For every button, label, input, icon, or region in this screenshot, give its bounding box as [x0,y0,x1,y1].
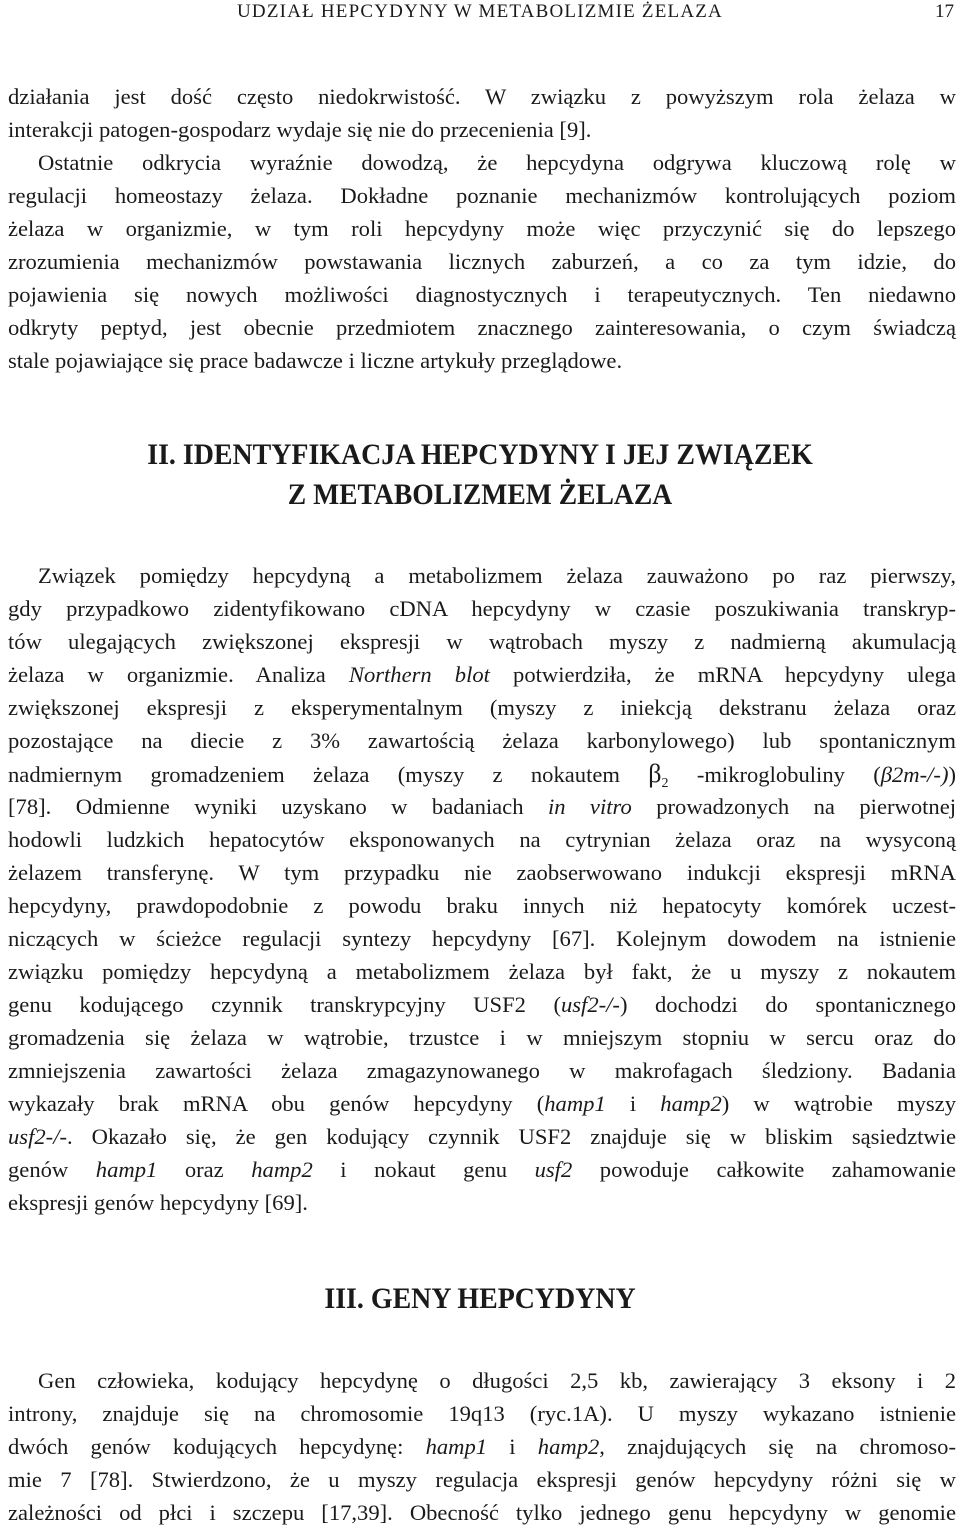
text-line: działania jest dość często niedokrwistość. W związku z powyższym rola żelaza w [8,84,956,109]
text-line: genu kodującego czynnik transkrypcyjny USF2 (usf2-/-) dochodzi do spontanicznego [8,992,956,1017]
text-line: związku pomiędzy hepcydyną a metabolizmem żelaza był fakt, że u myszy z nokautem [8,959,956,984]
text-line: Gen człowieka, kodujący hepcydynę o długości 2,5 kb, zawierający 3 eksony i 2 [38,1368,956,1393]
text-line: mie 7 [78]. Stwierdzono, że u myszy regulacja ekspresji genów hepcydyny różni się w [8,1467,956,1492]
text-line: stale pojawiające się prace badawcze i liczne artykuły przeglądowe. [8,348,623,373]
text-line: zwiększonej ekspresji z eksperymentalnym (myszy z iniekcją dekstranu żelaza oraz [8,695,956,720]
text-line: tów ulegających zwiększonej ekspresji w wątrobach myszy z nadmierną akumulacją [8,629,956,654]
text-line: gdy przypadkowo zidentyfikowano cDNA hepcydyny w czasie poszukiwania transkryp- [8,596,956,621]
text-line: zmniejszenia zawartości żelaza zmagazynowanego w makrofagach śledziony. Badania [8,1058,956,1083]
text-line: interakcji patogen-gospodarz wydaje się nie do przecenienia [9]. [8,117,592,142]
text-line: pojawienia się nowych możliwości diagnostycznych i terapeutycznych. Ten niedawno [8,282,956,307]
text-line: hepcydyny, prawdopodobnie z powodu braku innych niż hepatocyty komórek uczest- [8,893,956,918]
text-line: zależności od płci i szczepu [17,39]. Obecność tylko jednego genu hepcydyny w genomie [8,1500,956,1525]
section-heading: II. IDENTYFIKACJA HEPCYDYNY I JEJ ZWIĄZEK [147,438,813,471]
text-line: żelaza w organizmie. Analiza Northern blot potwierdziła, że mRNA hepcydyny ulega [8,662,957,687]
term-in-vitro: in vitro [547,794,632,819]
text-line: żelazem transferynę. W tym przypadku nie zaobserwowano indukcji ekspresji mRNA [8,860,956,885]
text-line: pozostające na diecie z 3% zawartością żelaza karbonylowego) lub spontanicznym [8,728,956,753]
section-heading: III. GENY HEPCYDYNY [324,1282,636,1315]
page-header [0,0,960,30]
text-line: wykazały brak mRNA obu genów hepcydyny (hamp1 i hamp2) w wątrobie myszy [8,1091,957,1116]
text-line: regulacji homeostazy żelaza. Dokładne poznanie mechanizmów kontrolujących poziom [8,183,956,208]
text-line: dwóch genów kodujących hepcydynę: hamp1 i hamp2, znajdujących się na chromoso- [8,1434,956,1459]
text-line: żelaza w organizmie, w tym roli hepcydyny może więc przyczynić się do lepszego [8,216,956,241]
text-line: niczących w ścieżce regulacji syntezy hepcydyny [67]. Kolejnym dowodem na istnienie [8,926,956,951]
text-line: zrozumienia mechanizmów powstawania licznych zaburzeń, a co za tym idzie, do [8,249,956,274]
text-line: genów hamp1 oraz hamp2 i nokaut genu usf2 powoduje całkowite zahamowanie [8,1157,956,1182]
text-line: nadmiernym gromadzeniem żelaza (myszy z nokautem $\beta_2$ -mikroglobuliny (β2m-/-)) [8,759,956,791]
text-line: hodowli ludzkich hepatocytów eksponowanych na cytrynian żelaza oraz na wysyconą [8,827,956,852]
section-heading: Z METABOLIZMEM ŻELAZA [287,478,673,511]
text-line: Związek pomiędzy hepcydyną a metabolizmem żelaza zauważono po raz pierwszy, [38,563,956,588]
page-number: 17 [935,1,954,22]
text-line: usf2-/-. Okazało się, że gen kodujący czynnik USF2 znajduje się w bliskim sąsiedztwie [8,1124,956,1149]
text-line: Ostatnie odkrycia wyraźnie dowodzą, że hepcydyna odgrywa kluczową rolę w [38,150,956,175]
running-title: UDZIAŁ HEPCYDYNY W METABOLIZMIE ŻELAZA [237,1,723,22]
text-line: [78]. Odmienne wyniki uzyskano w badaniach in vitro prowadzonych na pierwotnej [8,794,956,819]
text-line: gromadzenia się żelaza w wątrobie, trzustce i w mniejszym stopniu w sercu oraz do [8,1025,956,1050]
text-line: introny, znajduje się na chromosomie 19q13 (ryc.1A). U myszy wykazano istnienie [8,1401,956,1426]
text-line: odkryty peptyd, jest obecnie przedmiotem znacznego zainteresowania, o czym świadczą [8,315,956,340]
term-northern-blot: Northern blot [348,662,490,687]
beta-symbol: β [648,759,662,788]
text-line: ekspresji genów hepcydyny [69]. [8,1190,308,1215]
